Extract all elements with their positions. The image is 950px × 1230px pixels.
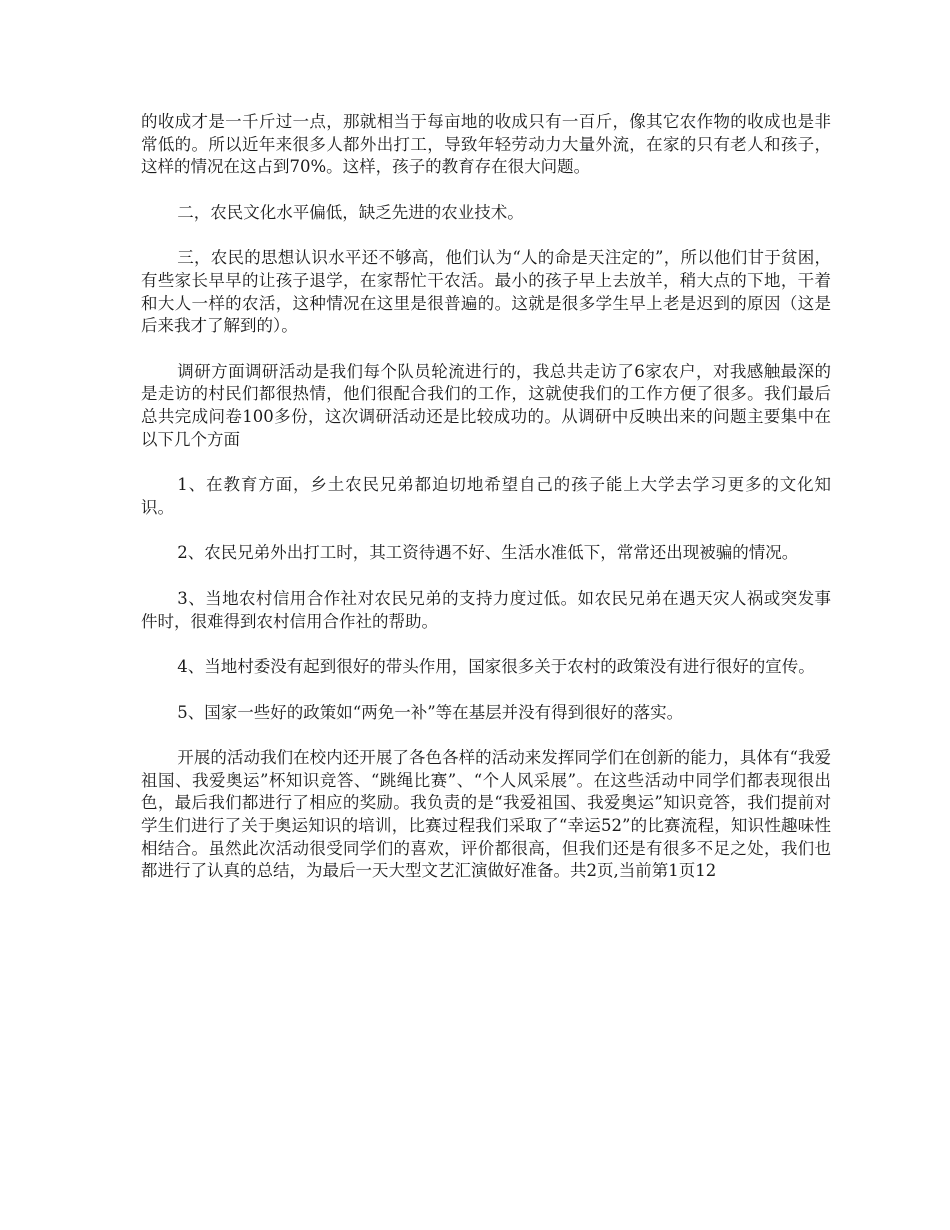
paragraph-3: 三，农民的思想认识水平还不够高，他们认为“人的命是天注定的”，所以他们甘于贫困，有些家长早早的让孩子退学，在家帮忙干农活。最小的孩子早上去放羊，稍大点的下地，干着和大人一样的农活，这种情况在这里是很普遍的。这就是很多学生早上老是迟到的原因（这是后来我才了解到的）。 bbox=[141, 248, 831, 336]
paragraph-2: 二，农民文化水平偏低，缺乏先进的农业技术。 bbox=[177, 202, 524, 222]
paragraph-7: 3、当地农村信用合作社对农民兄弟的支持力度过低。如农民兄弟在遇天灾人祸或突发事件时，很难得到农村信用合作社的帮助。 bbox=[141, 588, 831, 631]
paragraph-6: 2、农民兄弟外出打工时，其工资待遇不好、生活水准低下，常常还出现被骗的情况。 bbox=[177, 543, 799, 563]
paragraph-5: 1、在教育方面，乡土农民兄弟都迫切地希望自己的孩子能上大学去学习更多的文化知识。 bbox=[141, 475, 831, 517]
document-body bbox=[141, 111, 831, 883]
paragraph-9: 5、国家一些好的政策如“两免一补”等在基层并没有得到很好的落实。 bbox=[177, 702, 684, 722]
paragraph-10: 开展的活动我们在校内还开展了各色各样的活动来发挥同学们在创新的能力，具体有“我爱祖国、我爱奥运”杯知识竞答、“跳绳比赛”、“个人风采展”。在这些活动中同学们都表现很出色，最后我们都进行了相应的奖励。我负责的是“我爱祖国、我爱奥运”知识竞答，我们提前对学生们进行了关于奥运知识的培训，比赛过程我们采取了“幸运52”的比赛流程，知识性趣味性相结合。虽然此次活动很受同学们的喜欢，评价都很高，但我们还是有很多不足之处，我们也都进行了认真的总结，为最后一天大型文艺汇演做好准备。共2页,当前第1页12 bbox=[141, 748, 831, 881]
paragraph-8: 4、当地村委没有起到很好的带头作用，国家很多关于农村的政策没有进行很好的宣传。 bbox=[177, 657, 815, 677]
paragraph-4: 调研方面调研活动是我们每个队员轮流进行的，我总共走访了6家农户，对我感触最深的是走访的村民们都很热情，他们很配合我们的工作，这就使我们的工作方便了很多。我们最后总共完成问卷100多份，这次调研活动还是比较成功的。从调研中反映出来的问题主要集中在以下几个方面 bbox=[141, 361, 831, 449]
paragraph-1: 的收成才是一千斤过一点，那就相当于每亩地的收成只有一百斤，像其它农作物的收成也是非常低的。所以近年来很多人都外出打工，导致年轻劳动力大量外流，在家的只有老人和孩子，这样的情况在这占到70%。这样，孩子的教育存在很大问题。 bbox=[141, 112, 831, 177]
